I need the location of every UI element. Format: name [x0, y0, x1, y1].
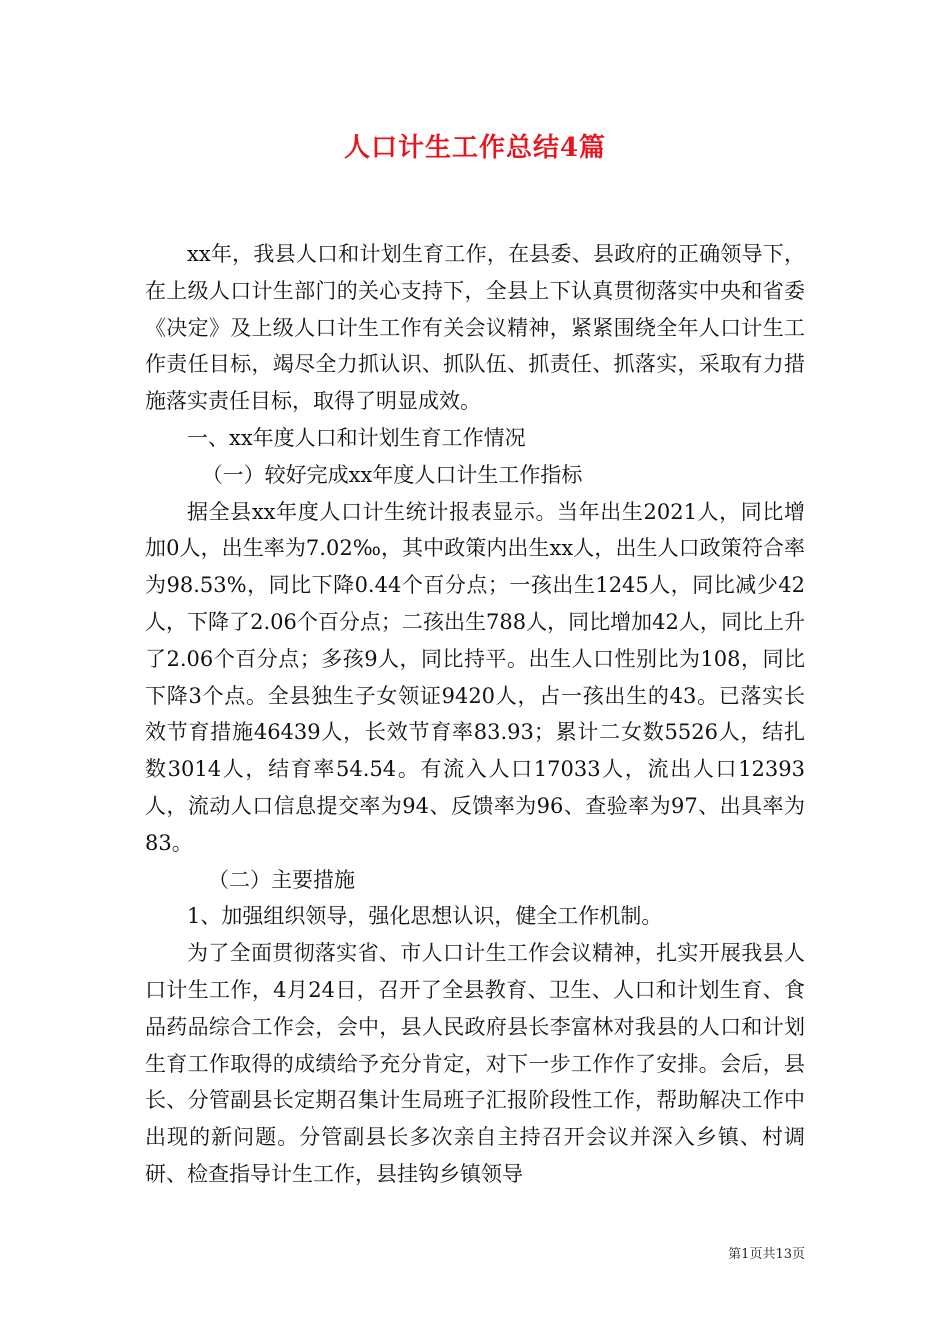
subsection-heading-2: （二）主要措施 [208, 867, 355, 892]
paragraph-measures: 为了全面贯彻落实省、市人口计生工作会议精神，扎实开展我县人口计生工作，4月24日，召开了全县教育、卫生、人口和计划生育、食品药品综合工作会，会中，县人民政府县长李富林对我县的人口和计划生育工作取得的成绩给予充分肯定，对下一步工作作了安排。会后，县长、分管副县长定期召集计生局班子汇报阶段性工作，帮助解决工作中出现的新问题。分管副县长多次亲自主持召开会议并深入乡镇、村调研、检查指导计生工作，县挂钩乡镇领导 [145, 941, 805, 1186]
document-title: 人口计生工作总结4篇 [343, 133, 607, 163]
document-body [145, 236, 805, 1193]
paragraph-statistics: 据全县xx年度人口计生统计报表显示。当年出生2021人，同比增加0人，出生率为7.02‰，其中政策内出生xx人，出生人口政策符合率为98.53%，同比下降0.44个百分点；一孩出生1245人，同比减少42人，下降了2.06个百分点；二孩出生788人，同比增加42人，同比上升了2.06个百分点；多孩9人，同比持平。出生人口性别比为108，同比下降3个点。全县独生子女领证9420人，占一孩出生的43。已落实长效节育措施46439人，长效节育率83.93；累计二女数5526人，结扎数3014人，结育率54.54。有流入人口17033人，流出人口12393人，流动人口信息提交率为94、反馈率为96、查验率为97、出具率为83。 [145, 499, 805, 855]
paragraph-intro: xx年，我县人口和计划生育工作，在县委、县政府的正确领导下，在上级人口计生部门的关心支持下，全县上下认真贯彻落实中央和省委《决定》及上级人口计生工作有关会议精神，紧紧围绕全年人口计生工作责任目标，竭尽全力抓认识、抓队伍、抓责任、抓落实，采取有力措施落实责任目标，取得了明显成效。 [145, 242, 805, 414]
item-heading-1: 1、加强组织领导，强化思想认识，健全工作机制。 [187, 904, 663, 929]
page-number: 第1页共13页 [728, 1247, 805, 1262]
subsection-heading-1: （一）较好完成xx年度人口计生工作指标 [201, 462, 583, 487]
section-heading-1: 一、xx年度人口和计划生育工作情况 [187, 425, 526, 450]
